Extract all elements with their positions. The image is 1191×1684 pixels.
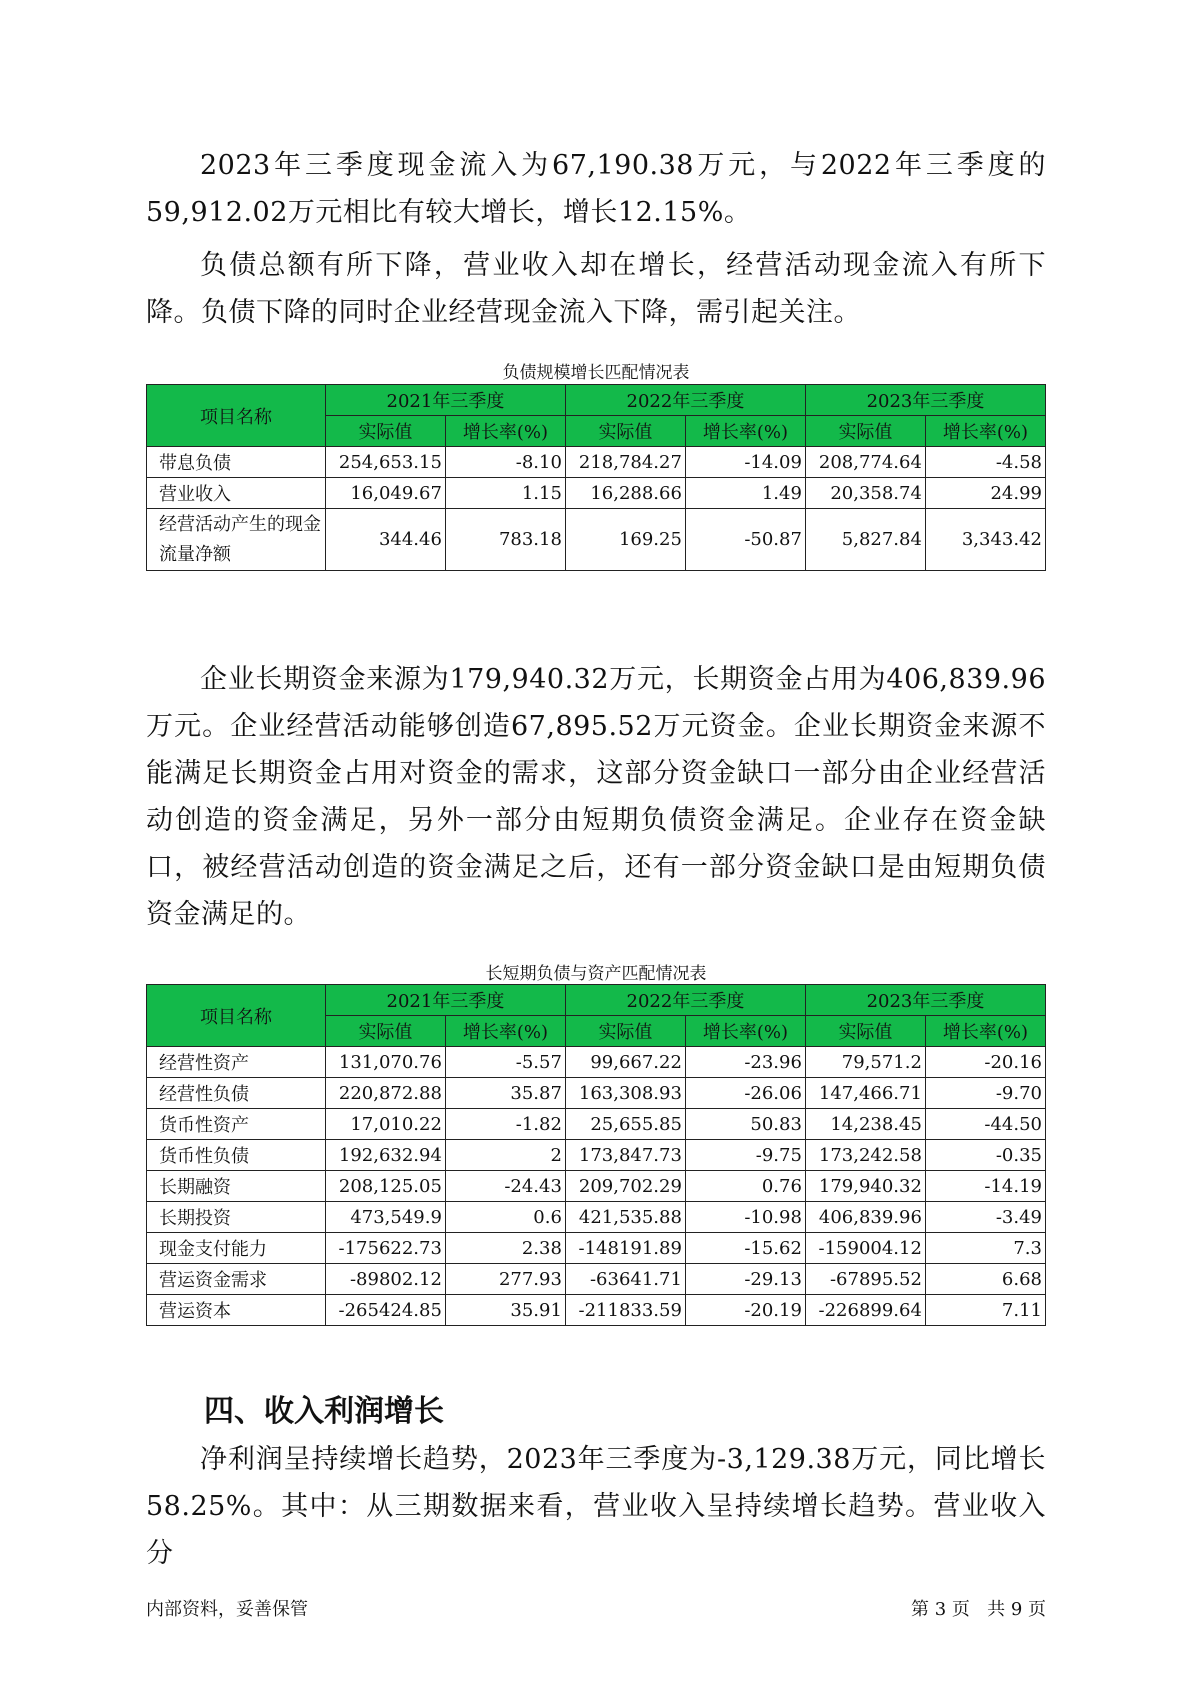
cell-value: 0.76 <box>685 1171 805 1202</box>
table-row <box>147 1233 1046 1264</box>
cell-value: 6.68 <box>925 1264 1045 1295</box>
sub-header: 实际值 <box>565 1016 685 1047</box>
cell-value: -24.43 <box>445 1171 565 1202</box>
cell-value: 1.49 <box>685 478 805 509</box>
row-label: 货币性资产 <box>147 1109 326 1140</box>
row-label: 营业收入 <box>147 478 326 509</box>
sub-header: 增长率(%) <box>685 1016 805 1047</box>
row-label: 长期融资 <box>147 1171 326 1202</box>
cell-value: -14.09 <box>685 447 805 478</box>
cell-value: -5.57 <box>445 1047 565 1078</box>
cell-value: -8.10 <box>445 447 565 478</box>
period-header: 2023年三季度 <box>805 985 1045 1016</box>
cell-value: -3.49 <box>925 1202 1045 1233</box>
cell-value: -89802.12 <box>325 1264 445 1295</box>
table-row <box>147 1047 1046 1078</box>
footer-confidential-note: 内部资料，妥善保管 <box>146 1599 308 1620</box>
section-heading: 四、收入利润增长 <box>204 1394 444 1429</box>
cell-value: 50.83 <box>685 1109 805 1140</box>
cell-value: 473,549.9 <box>325 1202 445 1233</box>
cell-value: 169.25 <box>565 509 685 571</box>
cell-value: -63641.71 <box>565 1264 685 1295</box>
cell-value: -10.98 <box>685 1202 805 1233</box>
table-row <box>147 1078 1046 1109</box>
cell-value: 208,125.05 <box>325 1171 445 1202</box>
cell-value: 3,343.42 <box>925 509 1045 571</box>
period-header: 2022年三季度 <box>565 985 805 1016</box>
cell-value: 406,839.96 <box>805 1202 925 1233</box>
cell-value: -44.50 <box>925 1109 1045 1140</box>
row-label: 经营性负债 <box>147 1078 326 1109</box>
sub-header: 实际值 <box>325 1016 445 1047</box>
sub-header: 实际值 <box>805 416 925 447</box>
row-label: 经营活动产生的现金流量净额 <box>147 509 326 571</box>
cell-value: -26.06 <box>685 1078 805 1109</box>
row-label: 营运资本 <box>147 1295 326 1326</box>
cell-value: 2 <box>445 1140 565 1171</box>
liability-asset-table <box>146 984 1046 1326</box>
cell-value: -175622.73 <box>325 1233 445 1264</box>
sub-header: 增长率(%) <box>685 416 805 447</box>
table-row <box>147 1109 1046 1140</box>
cell-value: 344.46 <box>325 509 445 571</box>
debt-scale-table <box>146 384 1046 571</box>
cell-value: 208,774.64 <box>805 447 925 478</box>
cell-value: -29.13 <box>685 1264 805 1295</box>
row-label: 营运资金需求 <box>147 1264 326 1295</box>
row-label: 现金支付能力 <box>147 1233 326 1264</box>
period-header: 2022年三季度 <box>565 385 805 416</box>
table-row <box>147 447 1046 478</box>
cell-value: -0.35 <box>925 1140 1045 1171</box>
cell-value: 0.6 <box>445 1202 565 1233</box>
cell-value: -9.70 <box>925 1078 1045 1109</box>
cell-value: -15.62 <box>685 1233 805 1264</box>
paragraph-net-profit: 净利润呈持续增长趋势，2023年三季度为-3,129.38万元，同比增长58.25%。其中：从三期数据来看，营业收入呈持续增长趋势。营业收入分 <box>146 1444 1046 1569</box>
cell-value: -1.82 <box>445 1109 565 1140</box>
cell-value: 1.15 <box>445 478 565 509</box>
cell-value: 173,847.73 <box>565 1140 685 1171</box>
footer-page-number: 第 3 页 共 9 页 <box>911 1599 1046 1620</box>
cell-value: 5,827.84 <box>805 509 925 571</box>
sub-header: 实际值 <box>325 416 445 447</box>
sub-header: 增长率(%) <box>445 1016 565 1047</box>
cell-value: -226899.64 <box>805 1295 925 1326</box>
period-header: 2021年三季度 <box>325 985 565 1016</box>
cell-value: 7.11 <box>925 1295 1045 1326</box>
period-header: 2021年三季度 <box>325 385 565 416</box>
cell-value: 2.38 <box>445 1233 565 1264</box>
cell-value: 277.93 <box>445 1264 565 1295</box>
cell-value: 131,070.76 <box>325 1047 445 1078</box>
period-header: 2023年三季度 <box>805 385 1045 416</box>
sub-header: 实际值 <box>805 1016 925 1047</box>
paragraph-long-term-funds: 企业长期资金来源为179,940.32万元，长期资金占用为406,839.96万元。企业经营活动能够创造67,895.52万元资金。企业长期资金来源不能满足长期资金占用对资金的需求，这部分资金缺口一部分由企业经营活动创造的资金满足，另外一部分由短期负债资金满足。企业存在资金缺口，被经营活动创造的资金满足之后，还有一部分资金缺口是由短期负债资金满足的。 <box>146 664 1046 930</box>
cell-value: -159004.12 <box>805 1233 925 1264</box>
table-row <box>147 1171 1046 1202</box>
cell-value: 173,242.58 <box>805 1140 925 1171</box>
cell-value: 35.91 <box>445 1295 565 1326</box>
cell-value: -148191.89 <box>565 1233 685 1264</box>
cell-value: 220,872.88 <box>325 1078 445 1109</box>
cell-value: 16,288.66 <box>565 478 685 509</box>
row-label: 货币性负债 <box>147 1140 326 1171</box>
cell-value: 218,784.27 <box>565 447 685 478</box>
cell-value: 147,466.71 <box>805 1078 925 1109</box>
cell-value: 7.3 <box>925 1233 1045 1264</box>
sub-header: 实际值 <box>565 416 685 447</box>
cell-value: 179,940.32 <box>805 1171 925 1202</box>
cell-value: 163,308.93 <box>565 1078 685 1109</box>
table-row <box>147 509 1046 571</box>
table-row <box>147 478 1046 509</box>
row-label: 带息负债 <box>147 447 326 478</box>
cell-value: -67895.52 <box>805 1264 925 1295</box>
cell-value: 16,049.67 <box>325 478 445 509</box>
item-name-header: 项目名称 <box>147 985 326 1047</box>
cell-value: -23.96 <box>685 1047 805 1078</box>
cell-value: -211833.59 <box>565 1295 685 1326</box>
row-label: 长期投资 <box>147 1202 326 1233</box>
table2-caption: 长短期负债与资产匹配情况表 <box>485 964 707 984</box>
cell-value: -4.58 <box>925 447 1045 478</box>
cell-value: 421,535.88 <box>565 1202 685 1233</box>
table-row <box>147 1264 1046 1295</box>
sub-header: 增长率(%) <box>445 416 565 447</box>
cell-value: -14.19 <box>925 1171 1045 1202</box>
table-row <box>147 1140 1046 1171</box>
cell-value: 35.87 <box>445 1078 565 1109</box>
cell-value: 20,358.74 <box>805 478 925 509</box>
cell-value: 14,238.45 <box>805 1109 925 1140</box>
cell-value: 783.18 <box>445 509 565 571</box>
cell-value: 25,655.85 <box>565 1109 685 1140</box>
sub-header: 增长率(%) <box>925 416 1045 447</box>
cell-value: -9.75 <box>685 1140 805 1171</box>
cell-value: -50.87 <box>685 509 805 571</box>
cell-value: 254,653.15 <box>325 447 445 478</box>
table-row <box>147 1202 1046 1233</box>
cell-value: 79,571.2 <box>805 1047 925 1078</box>
item-name-header: 项目名称 <box>147 385 326 447</box>
cell-value: 24.99 <box>925 478 1045 509</box>
table-row <box>147 1295 1046 1326</box>
row-label: 经营性资产 <box>147 1047 326 1078</box>
cell-value: 209,702.29 <box>565 1171 685 1202</box>
paragraph-liability-trend: 负债总额有所下降，营业收入却在增长，经营活动现金流入有所下降。负债下降的同时企业经营现金流入下降，需引起关注。 <box>146 250 1046 328</box>
sub-header: 增长率(%) <box>925 1016 1045 1047</box>
table1-caption: 负债规模增长匹配情况表 <box>502 363 690 383</box>
cell-value: -265424.85 <box>325 1295 445 1326</box>
cell-value: 17,010.22 <box>325 1109 445 1140</box>
cell-value: 99,667.22 <box>565 1047 685 1078</box>
cell-value: 192,632.94 <box>325 1140 445 1171</box>
paragraph-cash-inflow: 2023年三季度现金流入为67,190.38万元，与2022年三季度的59,912.02万元相比有较大增长，增长12.15%。 <box>146 150 1046 228</box>
cell-value: -20.16 <box>925 1047 1045 1078</box>
cell-value: -20.19 <box>685 1295 805 1326</box>
